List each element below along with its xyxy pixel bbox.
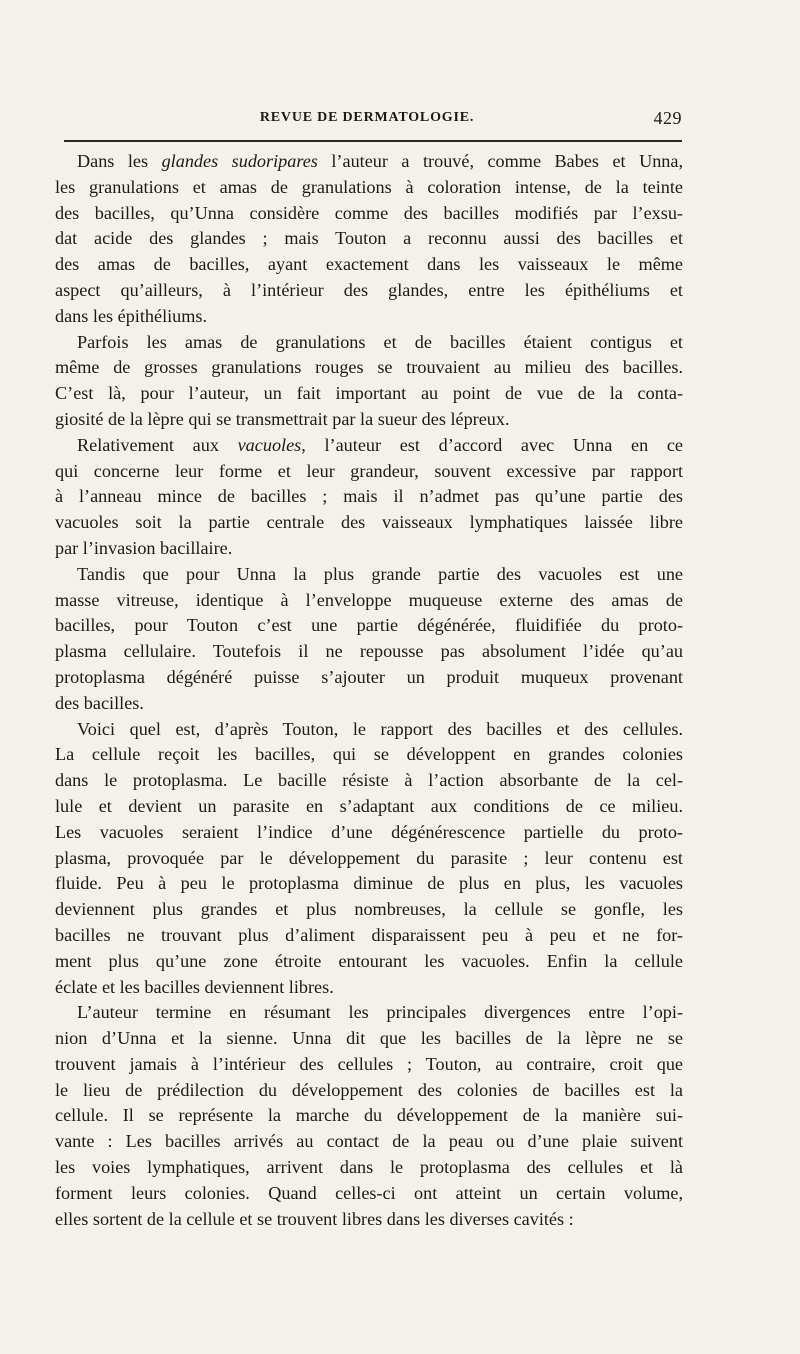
italic-term: vacuoles bbox=[237, 434, 302, 455]
paragraph bbox=[55, 1000, 683, 1232]
text-line: les granulations et amas de granulations à coloration intense, de la teinte bbox=[55, 176, 683, 197]
text-line: C’est là, pour l’auteur, un fait important au point de vue de la conta- bbox=[55, 383, 683, 404]
text-line: qui concerne leur forme et leur grandeur, souvent excessive par rapport bbox=[55, 460, 683, 481]
text-line: forment leurs colonies. Quand celles-ci ont atteint un certain volume, bbox=[55, 1182, 683, 1203]
text-line: vacuoles soit la partie centrale des vaisseaux lymphatiques laissée libre bbox=[55, 512, 683, 533]
running-head bbox=[52, 110, 682, 132]
text-line: plasma cellulaire. Toutefois il ne repousse pas absolument l’idée qu’au bbox=[55, 641, 683, 662]
text-line: même de grosses granulations rouges se trouvaient au milieu des bacilles. bbox=[55, 357, 683, 378]
text-line: nion d’Unna et la sienne. Unna dit que les bacilles de la lèpre ne se bbox=[55, 1028, 683, 1049]
paragraph bbox=[55, 562, 683, 717]
text-line: par l’invasion bacillaire. bbox=[55, 537, 233, 558]
italic-term: glandes sudoripares bbox=[161, 151, 318, 171]
text-line: fluide. Peu à peu le protoplasma diminue de plus en plus, les vacuoles bbox=[55, 873, 683, 894]
text-line: ment plus qu’une zone étroite entourant les vacuoles. Enfin la cellule bbox=[55, 950, 683, 971]
text-line: elles sortent de la cellule et se trouvent libres dans les diverses cavités : bbox=[55, 1208, 574, 1229]
paragraph bbox=[55, 433, 683, 562]
text-line: des bacilles. bbox=[55, 692, 144, 713]
text-line: des bacilles, qu’Unna considère comme des bacilles modifiés par l’exsu- bbox=[55, 202, 683, 223]
text-line: Voici quel est, d’après Touton, le rapport des bacilles et des cellules. bbox=[77, 718, 683, 739]
text-line: lule et devient un parasite en s’adaptant aux conditions de ce milieu. bbox=[55, 795, 683, 816]
text-line: Tandis que pour Unna la plus grande partie des vacuoles est une bbox=[77, 563, 683, 584]
text-segment: l’auteur a trouvé, comme Babes et Unna, bbox=[317, 151, 684, 171]
text-line: dans les épithéliums. bbox=[55, 305, 208, 326]
text-line: dat acide des glandes ; mais Touton a reconnu aussi des bacilles et bbox=[55, 228, 683, 249]
text-line: dans le protoplasma. Le bacille résiste à l’action absorbante de la cel- bbox=[55, 770, 683, 791]
text-line: les voies lymphatiques, arrivent dans le protoplasma des cellules et là bbox=[55, 1157, 683, 1178]
text-line: protoplasma dégénéré puisse s’ajouter un produit muqueux provenant bbox=[55, 666, 683, 687]
text-segment: Dans les bbox=[77, 151, 162, 171]
text-line: à l’anneau mince de bacilles ; mais il n’admet pas qu’une partie des bbox=[55, 486, 683, 507]
text-line: le lieu de prédilection du développement des colonies de bacilles est la bbox=[55, 1079, 683, 1100]
text-line bbox=[55, 149, 683, 175]
page-number: 429 bbox=[653, 108, 682, 128]
text-line: L’auteur termine en résumant les principales divergences entre l’opi- bbox=[77, 1002, 683, 1023]
text-line: Parfois les amas de granulations et de bacilles étaient contigus et bbox=[77, 331, 683, 352]
paragraph bbox=[55, 149, 683, 330]
paragraph bbox=[55, 330, 683, 433]
text-line: giosité de la lèpre qui se transmettrait par la sueur des lépreux. bbox=[55, 408, 510, 429]
text-line: bacilles, pour Touton c’est une partie dégénérée, fluidifiée du proto- bbox=[55, 615, 683, 636]
text-line: deviennent plus grandes et plus nombreuses, la cellule se gonfle, les bbox=[55, 899, 683, 920]
text-line: aspect qu’ailleurs, à l’intérieur des glandes, entre les épithéliums et bbox=[55, 279, 683, 300]
body-text bbox=[55, 149, 683, 1232]
paragraph bbox=[55, 717, 683, 1001]
text-line: La cellule reçoit les bacilles, qui se développent en grandes colonies bbox=[55, 744, 683, 765]
text-line: Les vacuoles seraient l’indice d’une dégénérescence partielle du proto- bbox=[55, 821, 683, 842]
running-title: REVUE DE DERMATOLOGIE. bbox=[259, 110, 475, 125]
text-line: masse vitreuse, identique à l’enveloppe muqueuse externe des amas de bbox=[55, 589, 683, 610]
text-line: trouvent jamais à l’intérieur des cellules ; Touton, au contraire, croit que bbox=[55, 1053, 683, 1074]
header-rule bbox=[64, 140, 682, 142]
text-line: plasma, provoquée par le développement du parasite ; leur contenu est bbox=[55, 847, 683, 868]
text-segment: Relativement aux bbox=[77, 434, 238, 455]
text-line: vante : Les bacilles arrivés au contact de la peau ou d’une plaie suivent bbox=[55, 1131, 683, 1152]
text-line: bacilles ne trouvant plus d’aliment disparaissent peu à peu et ne for- bbox=[55, 924, 683, 945]
text-line: éclate et les bacilles deviennent libres. bbox=[55, 976, 334, 997]
text-line: cellule. Il se représente la marche du développement de la manière sui- bbox=[55, 1105, 683, 1126]
text-segment: , l’auteur est d’accord avec Unna en ce bbox=[301, 434, 683, 455]
text-line: des amas de bacilles, ayant exactement dans les vaisseaux le même bbox=[55, 254, 683, 275]
text-line bbox=[55, 433, 683, 459]
